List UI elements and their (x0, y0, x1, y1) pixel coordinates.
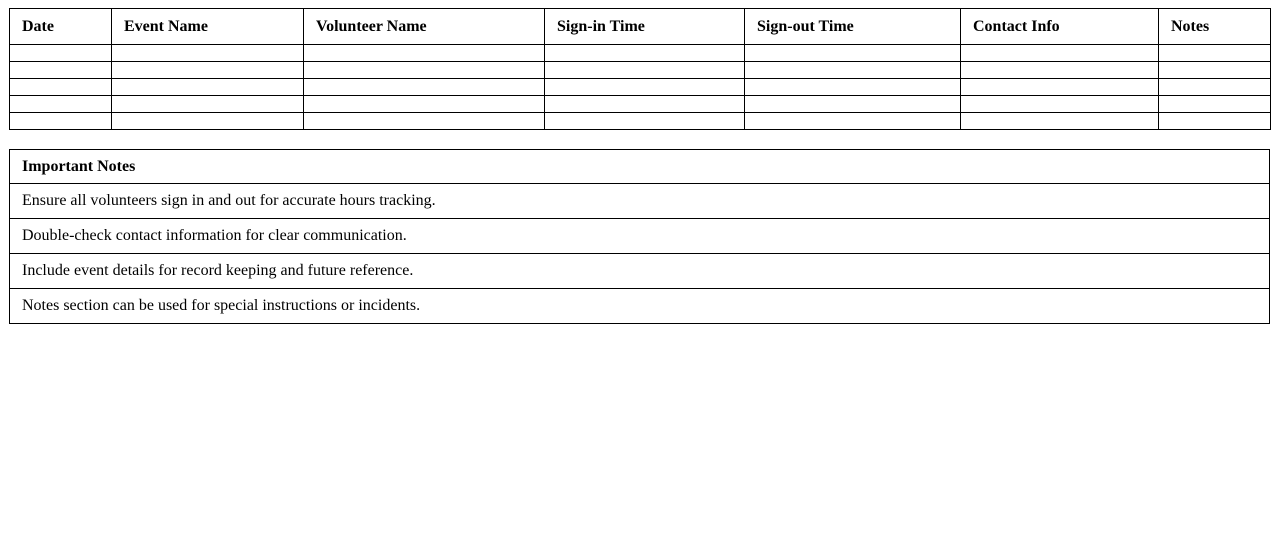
column-header-signout-time: Sign-out Time (745, 9, 961, 45)
empty-cell (1159, 62, 1271, 79)
signin-sheet-table (9, 8, 1271, 130)
column-header-contact-info: Contact Info (961, 9, 1159, 45)
column-header-signin-time: Sign-in Time (545, 9, 745, 45)
empty-cell (545, 62, 745, 79)
column-header-event-name: Event Name (112, 9, 304, 45)
column-header-date: Date (10, 9, 112, 45)
empty-cell (1159, 96, 1271, 113)
notes-title-row (10, 150, 1270, 184)
empty-cell (745, 113, 961, 130)
empty-cell (961, 113, 1159, 130)
empty-cell (112, 62, 304, 79)
empty-cell (112, 45, 304, 62)
note-item: Double-check contact information for clear communication. (10, 219, 1270, 254)
table-row (10, 79, 1271, 96)
empty-cell (112, 96, 304, 113)
empty-cell (745, 62, 961, 79)
empty-cell (304, 79, 545, 96)
empty-cell (304, 96, 545, 113)
empty-cell (10, 79, 112, 96)
empty-cell (10, 113, 112, 130)
empty-cell (304, 45, 545, 62)
empty-cell (545, 96, 745, 113)
table-row (10, 62, 1271, 79)
empty-cell (545, 79, 745, 96)
empty-cell (112, 113, 304, 130)
note-item: Include event details for record keeping and future reference. (10, 254, 1270, 289)
empty-cell (1159, 113, 1271, 130)
empty-cell (545, 113, 745, 130)
empty-cell (961, 62, 1159, 79)
empty-cell (961, 45, 1159, 62)
table-row (10, 96, 1271, 113)
note-item: Ensure all volunteers sign in and out for accurate hours tracking. (10, 184, 1270, 219)
empty-cell (745, 45, 961, 62)
empty-cell (304, 113, 545, 130)
empty-cell (304, 62, 545, 79)
note-row (10, 184, 1270, 219)
note-row (10, 289, 1270, 324)
empty-cell (745, 79, 961, 96)
column-header-volunteer-name: Volunteer Name (304, 9, 545, 45)
notes-title: Important Notes (10, 150, 1270, 184)
important-notes-table (9, 149, 1270, 324)
empty-cell (961, 96, 1159, 113)
column-header-notes: Notes (1159, 9, 1271, 45)
empty-cell (10, 62, 112, 79)
empty-cell (745, 96, 961, 113)
note-item: Notes section can be used for special instructions or incidents. (10, 289, 1270, 324)
table-row (10, 113, 1271, 130)
note-row (10, 254, 1270, 289)
empty-cell (1159, 45, 1271, 62)
empty-cell (112, 79, 304, 96)
empty-cell (10, 45, 112, 62)
empty-cell (545, 45, 745, 62)
table-row (10, 45, 1271, 62)
note-row (10, 219, 1270, 254)
empty-cell (1159, 79, 1271, 96)
empty-cell (961, 79, 1159, 96)
empty-cell (10, 96, 112, 113)
header-row (10, 9, 1271, 45)
